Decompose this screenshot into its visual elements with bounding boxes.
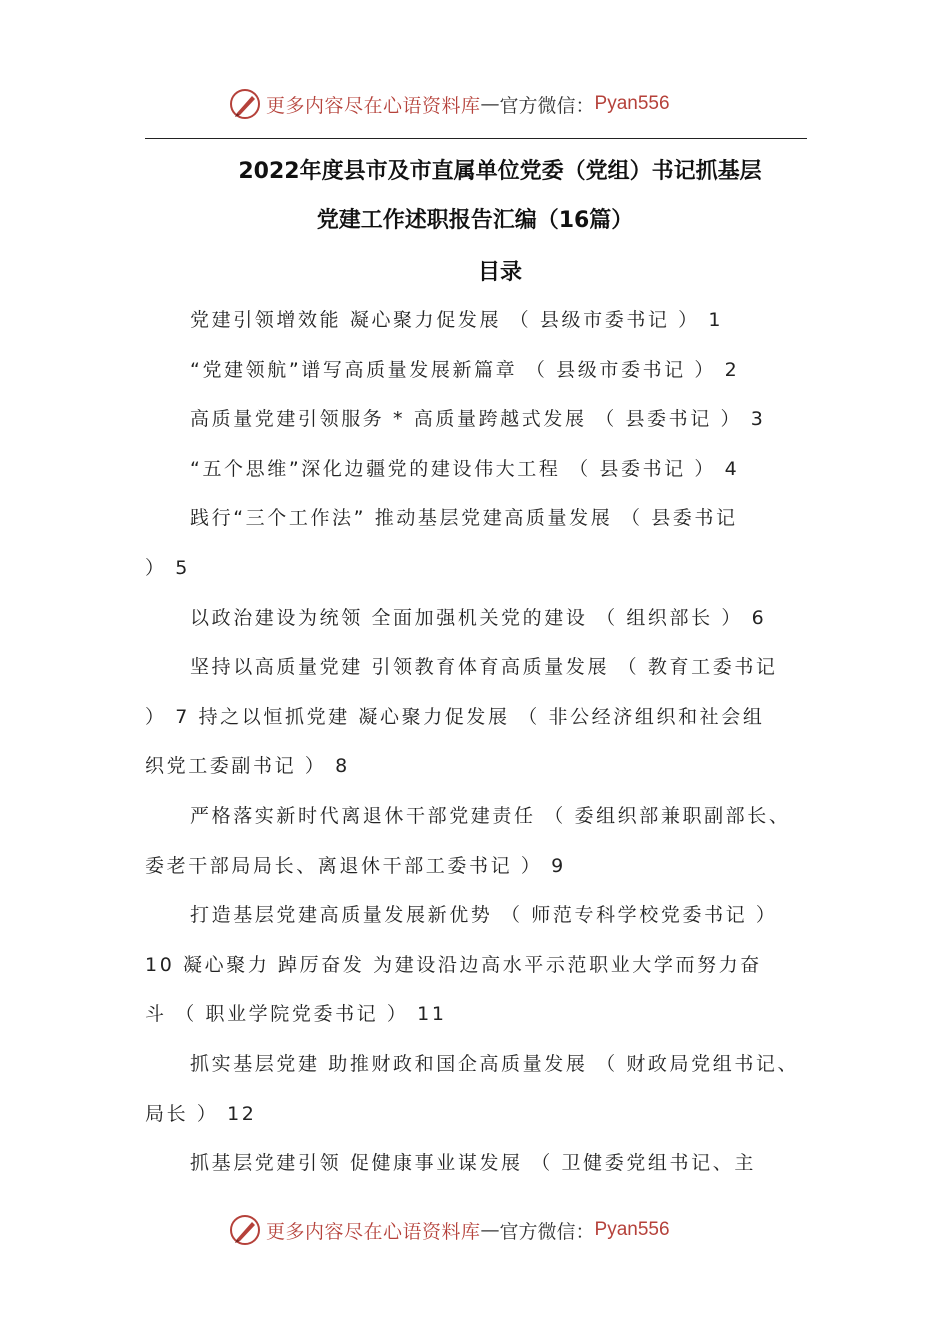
header-divider [145, 138, 807, 139]
watermark-dash: — [480, 93, 500, 115]
watermark-wechat-id: Pyan556 [594, 1219, 670, 1240]
toc-line: “五个思维”深化边疆党的建设伟大工程 （ 县委书记 ） 4 [190, 457, 740, 480]
watermark-wechat-label: 官方微信： [499, 94, 595, 117]
document-title-line-2: 党建工作述职报告汇编（16篇） [316, 208, 634, 233]
footer-watermark [228, 1210, 670, 1250]
toc-line: 抓基层党建引领 促健康事业谋发展 （ 卫健委党组书记、主 [190, 1152, 756, 1175]
watermark-dash: — [480, 1219, 500, 1241]
pen-logo-icon [228, 87, 262, 121]
watermark-brand: 更多内容尽在心语资料库 [266, 1220, 481, 1243]
toc-line: ） 5 [145, 556, 190, 579]
header-watermark [228, 84, 670, 124]
toc-line: 党建引领增效能 凝心聚力促发展 （ 县级市委书记 ） 1 [190, 309, 724, 331]
toc-line: 打造基层党建高质量发展新优势 （ 师范专科学校党委书记 ） [190, 904, 778, 927]
toc-line: “党建领航”谱写高质量发展新篇章 （ 县级市委书记 ） 2 [190, 358, 740, 381]
toc-line: 10 凝心聚力 踔厉奋发 为建设沿边高水平示范职业大学而努力奋 [145, 953, 762, 976]
toc-line: 坚持以高质量党建 引领教育体育高质量发展 （ 教育工委书记 [190, 656, 778, 679]
toc-line: 抓实基层党建 助推财政和国企高质量发展 （ 财政局党组书记、 [190, 1052, 800, 1075]
toc-line: 严格落实新时代离退休干部党建责任 （ 委组织部兼职副部长、 [190, 804, 791, 827]
watermark-brand: 更多内容尽在心语资料库 [266, 94, 481, 117]
toc-line: 局长 ） 12 [145, 1102, 257, 1125]
document-title-line-1: 2022年度县市及市直属单位党委（党组）书记抓基层 [238, 159, 762, 184]
watermark-wechat-label: 官方微信： [499, 1220, 595, 1243]
toc-line: ） 7 持之以恒抓党建 凝心聚力促发展 （ 非公经济组织和社会组 [145, 705, 765, 728]
toc-heading: 目录 [477, 260, 522, 285]
toc-line: 践行“三个工作法” 推动基层党建高质量发展 （ 县委书记 [190, 507, 738, 530]
toc-line: 斗 （ 职业学院党委书记 ） 11 [145, 1003, 447, 1026]
watermark-wechat-id: Pyan556 [594, 93, 670, 114]
pen-logo-icon [228, 1213, 262, 1247]
table-of-contents [145, 300, 810, 1193]
toc-line: 高质量党建引领服务 * 高质量跨越式发展 （ 县委书记 ） 3 [190, 408, 766, 431]
toc-line: 以政治建设为统领 全面加强机关党的建设 （ 组织部长 ） 6 [190, 606, 767, 629]
toc-line: 织党工委副书记 ） 8 [145, 755, 350, 778]
toc-line: 委老干部局局长、离退休干部工委书记 ） 9 [145, 854, 566, 877]
